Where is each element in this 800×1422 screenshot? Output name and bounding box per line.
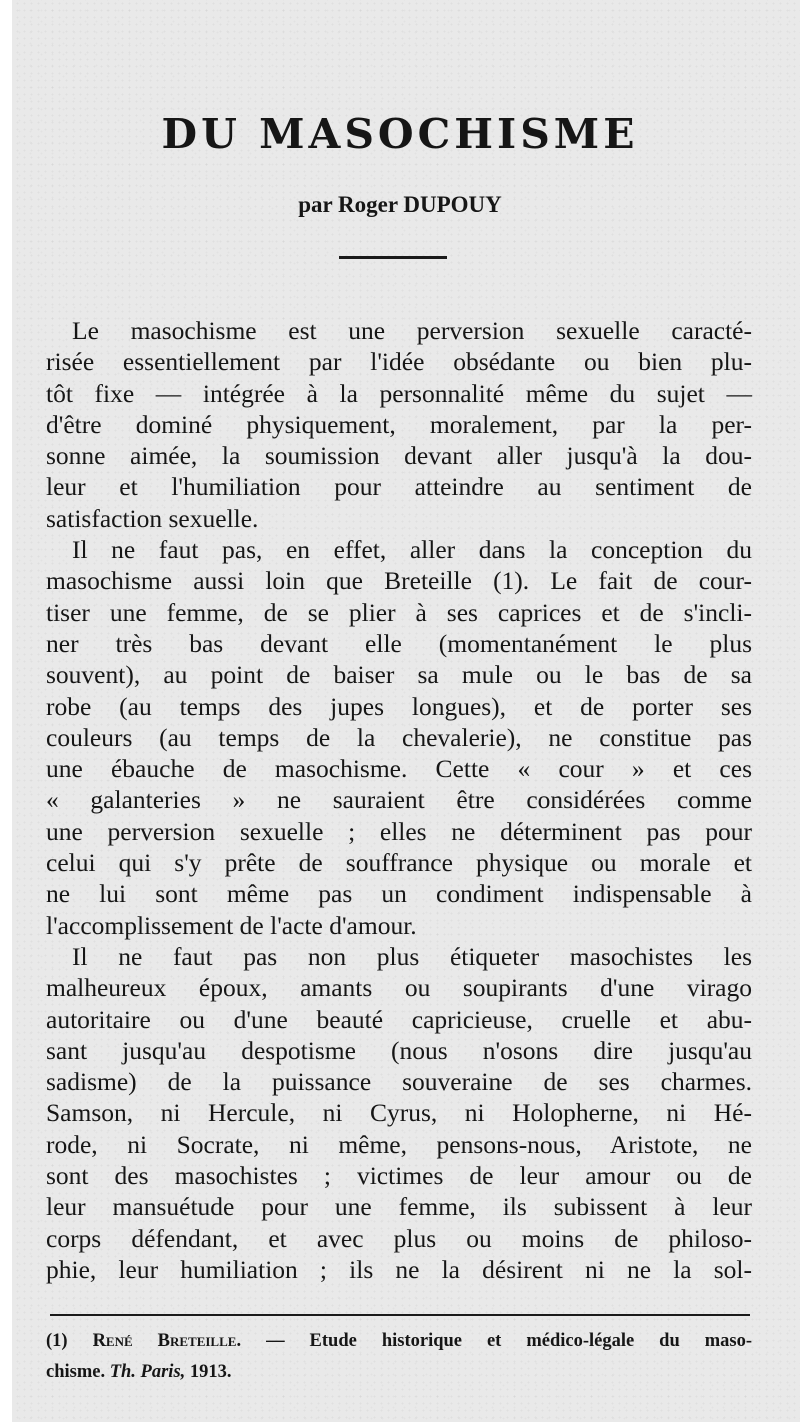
byline-rule [339, 256, 447, 259]
text-line: phie, leur humiliation ; ils ne la désirent ni ne la sol- [46, 1254, 752, 1284]
footnote-rule [50, 1314, 750, 1316]
text-line: ne lui sont même pas un condiment indispensable à [46, 879, 752, 909]
text-line: Il ne faut pas, en effet, aller dans la conception du [72, 535, 752, 565]
text-line: malheureux époux, amants ou soupirants d'une virago [46, 973, 752, 1003]
text-line: sonne aimée, la soumission devant aller jusqu'à la dou- [46, 441, 752, 471]
text-line: Samson, ni Hercule, ni Cyrus, ni Holopherne, ni Hé- [46, 1098, 752, 1128]
text-line: une perversion sexuelle ; elles ne déterminent pas pour [46, 816, 752, 846]
text-line: l'accomplissement de l'acte d'amour. [46, 910, 417, 940]
footnote-year: 1913. [189, 1362, 232, 1383]
text-line: autoritaire ou d'une beauté capricieuse, cruelle et abu- [46, 1004, 752, 1034]
text-line: une ébauche de masochisme. Cette « cour » et ces [46, 754, 752, 784]
text-line: « galanteries » ne sauraient être considérées comme [46, 785, 752, 815]
text-line: masochisme aussi loin que Breteille (1). Le fait de cour- [46, 566, 752, 596]
text-line: tôt fixe — intégrée à la personnalité même du sujet — [46, 378, 752, 408]
text-line: d'être dominé physiquement, moralement, par la per- [46, 409, 752, 439]
footnote-line [46, 1329, 752, 1360]
text-line: sadisme) de la puissance souveraine de ses charmes. [46, 1067, 752, 1097]
text-line: tiser une femme, de se plier à ses caprices et de s'incli- [46, 597, 752, 627]
text-line: leur et l'humiliation pour atteindre au sentiment de [46, 472, 752, 502]
text-line: sant jusqu'au despotisme (nous n'osons dire jusqu'au [46, 1035, 752, 1065]
text-line: rode, ni Socrate, ni même, pensons-nous, Aristote, ne [46, 1129, 752, 1159]
footnote-text: — Etude historique et médico-légale du maso- [266, 1331, 753, 1351]
text-line: satisfaction sexuelle. [46, 503, 259, 533]
text-line: robe (au temps des jupes longues), et de porter ses [46, 691, 752, 721]
footnote-marker: (1) [46, 1331, 68, 1351]
footnote-author: René Breteille. [92, 1331, 242, 1351]
author-byline: par Roger DUPOUY [298, 192, 502, 217]
footnote [46, 1329, 752, 1392]
text-line: leur mansuétude pour une femme, ils subissent à leur [46, 1192, 752, 1222]
footnote-text: chisme. [46, 1362, 106, 1383]
footnote-journal: Th. Paris, [109, 1362, 186, 1383]
text-line: celui qui s'y prête de souffrance physique ou morale et [46, 848, 752, 878]
text-line: risée essentiellement par l'idée obsédante ou bien plu- [46, 347, 752, 377]
text-line: souvent), au point de baiser sa mule ou le bas de sa [46, 660, 752, 690]
text-line: couleurs (au temps de la chevalerie), ne constitue pas [46, 722, 752, 752]
text-line: corps défendant, et avec plus ou moins de philoso- [46, 1223, 752, 1253]
footnote-line [46, 1360, 752, 1391]
text-line: sont des masochistes ; victimes de leur amour ou de [46, 1161, 752, 1191]
text-line: ner très bas devant elle (momentanément le plus [46, 628, 752, 658]
text-line: Il ne faut pas non plus étiqueter masochistes les [72, 941, 752, 971]
chapter-title: DU MASOCHISME [161, 110, 639, 158]
body-text [46, 315, 752, 1285]
text-line: Le masochisme est une perversion sexuelle caracté- [72, 316, 752, 345]
